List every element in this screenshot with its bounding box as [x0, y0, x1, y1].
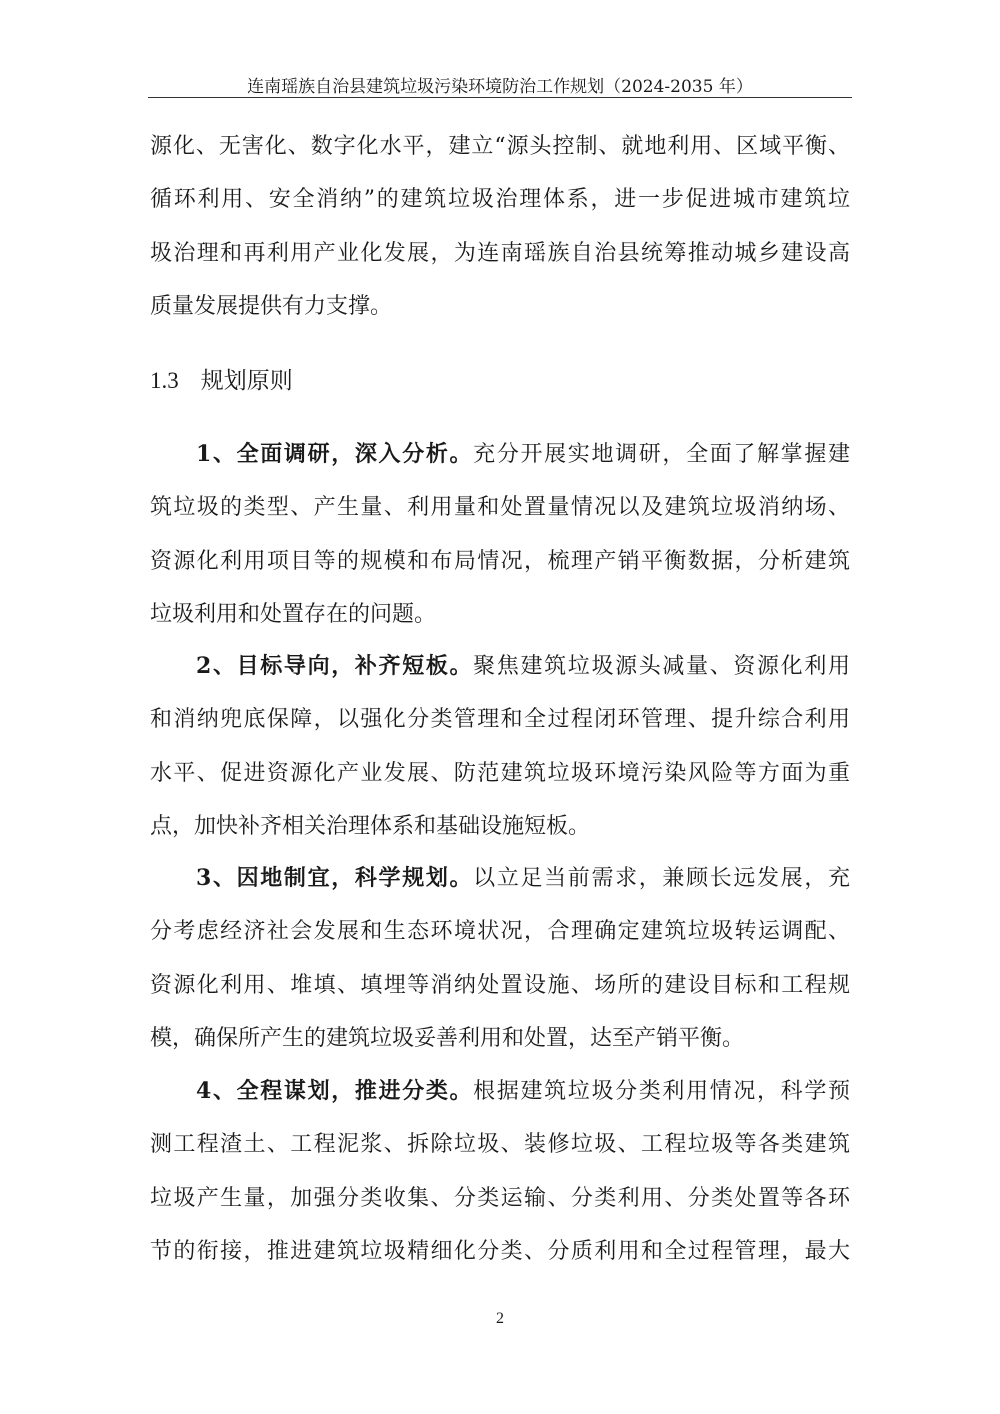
- principle-text: 充分开展实地调研，全面了解掌握建: [473, 442, 850, 467]
- text-line: 质量发展提供有力支撑。: [150, 294, 393, 320]
- principle-lead: 3、因地制宜，科学规划。: [196, 865, 474, 891]
- section-heading: [150, 362, 293, 395]
- principle-lead: 1、全面调研，深入分析。: [196, 441, 474, 467]
- section-title: 规划原则: [200, 368, 293, 394]
- text-line: [150, 640, 850, 693]
- principle-paragraph: [150, 640, 850, 854]
- principle-paragraph: [150, 1065, 850, 1279]
- principle-text: 聚焦建筑垃圾源头减量、资源化利用: [473, 654, 850, 679]
- text-line: 垃圾产生量，加强分类收集、分类运输、分类利用、分类处置等各环: [150, 1185, 850, 1211]
- intro-paragraph: [150, 120, 850, 334]
- text-line: [150, 852, 850, 905]
- text-line: 循环利用、安全消纳”的建筑垃圾治理体系，进一步促进城市建筑垃: [150, 187, 850, 213]
- page-number: 2: [496, 1310, 504, 1327]
- text-line: [150, 1065, 850, 1118]
- text-line: 分考虑经济社会发展和生态环境状况，合理确定建筑垃圾转运调配、: [150, 919, 850, 945]
- text-line: 模，确保所产生的建筑垃圾妥善利用和处置，达至产销平衡。: [150, 1026, 745, 1052]
- text-line: 垃圾利用和处置存在的问题。: [150, 602, 437, 628]
- text-line: 筑垃圾的类型、产生量、利用量和处置量情况以及建筑垃圾消纳场、: [150, 495, 850, 521]
- principle-lead: 4、全程谋划，推进分类。: [196, 1078, 474, 1104]
- text-line: 测工程渣土、工程泥浆、拆除垃圾、装修垃圾、工程垃圾等各类建筑: [150, 1132, 850, 1158]
- text-line: 节的衔接，推进建筑垃圾精细化分类、分质利用和全过程管理，最大: [150, 1239, 850, 1265]
- principle-paragraph: [150, 852, 850, 1066]
- principle-text: 根据建筑垃圾分类利用情况，科学预: [473, 1079, 850, 1104]
- principle-lead: 2、目标导向，补齐短板。: [196, 653, 474, 679]
- text-line: 和消纳兜底保障，以强化分类管理和全过程闭环管理、提升综合利用: [150, 707, 850, 733]
- running-header: 连南瑶族自治县建筑垃圾污染环境防治工作规划（2024-2035 年）: [247, 77, 753, 97]
- text-line: 资源化利用、堆填、填埋等消纳处置设施、场所的建设目标和工程规: [150, 972, 850, 998]
- text-line: 源化、无害化、数字化水平，建立“源头控制、就地利用、区域平衡、: [150, 134, 850, 159]
- text-line: 点，加快补齐相关治理体系和基础设施短板。: [150, 814, 591, 840]
- principle-text: 以立足当前需求，兼顾长远发展，充: [473, 866, 850, 891]
- text-line: 资源化利用项目等的规模和布局情况，梳理产销平衡数据，分析建筑: [150, 548, 850, 574]
- header-rule: [148, 97, 852, 98]
- principle-paragraph: [150, 428, 850, 642]
- text-line: 水平、促进资源化产业发展、防范建筑垃圾环境污染风险等方面为重: [150, 760, 850, 786]
- section-number: 1.3: [150, 368, 179, 393]
- text-line: [150, 428, 850, 481]
- text-line: 圾治理和再利用产业化发展，为连南瑶族自治县统筹推动城乡建设高: [150, 240, 850, 266]
